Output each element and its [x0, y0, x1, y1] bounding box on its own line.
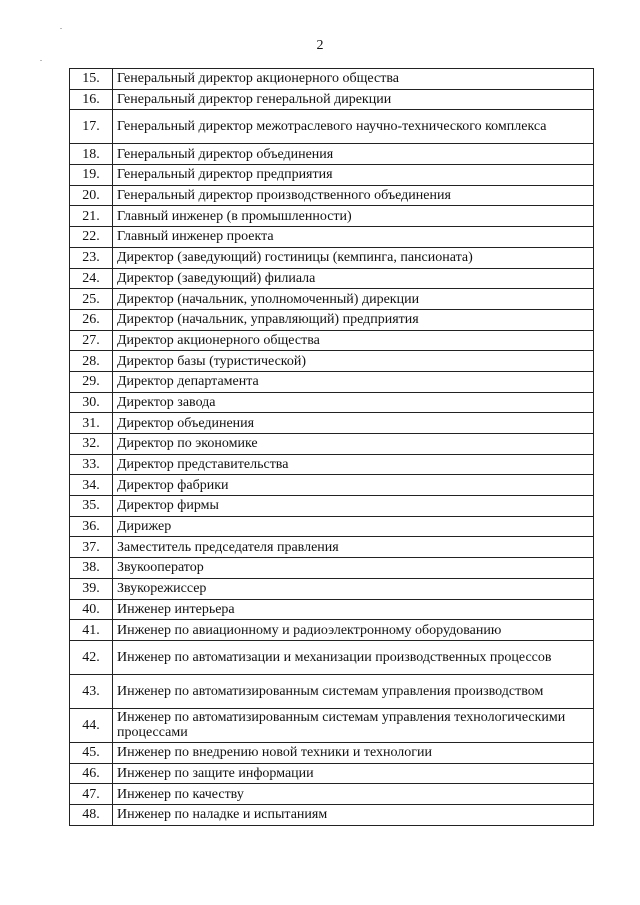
row-number: 46.: [70, 763, 113, 784]
position-title: Директор завода: [113, 392, 594, 413]
position-title: Директор (заведующий) гостиницы (кемпинга, пансионата): [113, 247, 594, 268]
table-row: [70, 330, 594, 351]
table-row: [70, 763, 594, 784]
row-number: 27.: [70, 330, 113, 351]
position-title: Директор (начальник, уполномоченный) дирекции: [113, 289, 594, 310]
table-row: [70, 640, 594, 674]
profession-table: [69, 68, 594, 826]
position-title: Директор (заведующий) филиала: [113, 268, 594, 289]
scan-mark: [60, 28, 62, 29]
position-title: Директор представительства: [113, 454, 594, 475]
position-title: Директор по экономике: [113, 434, 594, 455]
row-number: 47.: [70, 784, 113, 805]
table-row: [70, 674, 594, 708]
row-number: 37.: [70, 537, 113, 558]
row-number: 23.: [70, 247, 113, 268]
row-number: 18.: [70, 144, 113, 165]
row-number: 48.: [70, 804, 113, 825]
row-number: 33.: [70, 454, 113, 475]
row-number: 44.: [70, 708, 113, 742]
position-title: Директор объединения: [113, 413, 594, 434]
table-row: [70, 351, 594, 372]
table-row: [70, 578, 594, 599]
table-row: [70, 165, 594, 186]
table-row: [70, 516, 594, 537]
row-number: 21.: [70, 206, 113, 227]
row-number: 30.: [70, 392, 113, 413]
position-title: Генеральный директор межотраслевого научно-технического комплекса: [113, 110, 594, 144]
row-number: 39.: [70, 578, 113, 599]
position-title: Инженер интерьера: [113, 599, 594, 620]
row-number: 31.: [70, 413, 113, 434]
row-number: 45.: [70, 742, 113, 763]
row-number: 26.: [70, 309, 113, 330]
position-title: Генеральный директор производственного объединения: [113, 185, 594, 206]
table-row: [70, 804, 594, 825]
position-title: Инженер по качеству: [113, 784, 594, 805]
row-number: 28.: [70, 351, 113, 372]
position-title: Инженер по внедрению новой техники и технологии: [113, 742, 594, 763]
table-row: [70, 247, 594, 268]
table-row: [70, 144, 594, 165]
position-title: Директор фабрики: [113, 475, 594, 496]
table-row: [70, 784, 594, 805]
row-number: 35.: [70, 496, 113, 517]
position-title: Дирижер: [113, 516, 594, 537]
position-title: Инженер по автоматизированным системам управления технологическими процессами: [113, 708, 594, 742]
row-number: 43.: [70, 674, 113, 708]
table-row: [70, 89, 594, 110]
row-number: 36.: [70, 516, 113, 537]
row-number: 25.: [70, 289, 113, 310]
table-row: [70, 599, 594, 620]
position-title: Инженер по защите информации: [113, 763, 594, 784]
table-row: [70, 708, 594, 742]
table-row: [70, 496, 594, 517]
position-title: Генеральный директор генеральной дирекции: [113, 89, 594, 110]
position-title: Главный инженер проекта: [113, 227, 594, 248]
row-number: 34.: [70, 475, 113, 496]
table-row: [70, 185, 594, 206]
position-title: Инженер по авиационному и радиоэлектронному оборудованию: [113, 620, 594, 641]
row-number: 17.: [70, 110, 113, 144]
position-title: Директор акционерного общества: [113, 330, 594, 351]
table-row: [70, 69, 594, 90]
table-row: [70, 227, 594, 248]
table-row: [70, 620, 594, 641]
table-row: [70, 309, 594, 330]
position-title: Генеральный директор объединения: [113, 144, 594, 165]
position-title: Инженер по автоматизированным системам управления производством: [113, 674, 594, 708]
row-number: 19.: [70, 165, 113, 186]
page-number: 2: [316, 38, 324, 53]
position-title: Заместитель председателя правления: [113, 537, 594, 558]
row-number: 20.: [70, 185, 113, 206]
table-row: [70, 392, 594, 413]
position-title: Инженер по автоматизации и механизации производственных процессов: [113, 640, 594, 674]
row-number: 42.: [70, 640, 113, 674]
table-row: [70, 110, 594, 144]
table-row: [70, 413, 594, 434]
position-title: Главный инженер (в промышленности): [113, 206, 594, 227]
row-number: 15.: [70, 69, 113, 90]
position-title: Директор (начальник, управляющий) предприятия: [113, 309, 594, 330]
scan-mark: [40, 60, 42, 61]
row-number: 32.: [70, 434, 113, 455]
table-row: [70, 206, 594, 227]
table-row: [70, 454, 594, 475]
position-title: Генеральный директор акционерного общества: [113, 69, 594, 90]
row-number: 24.: [70, 268, 113, 289]
row-number: 40.: [70, 599, 113, 620]
position-title: Инженер по наладке и испытаниям: [113, 804, 594, 825]
table-row: [70, 475, 594, 496]
table-row: [70, 268, 594, 289]
position-title: Звукорежиссер: [113, 578, 594, 599]
position-title: Директор фирмы: [113, 496, 594, 517]
position-title: Звукооператор: [113, 558, 594, 579]
table-row: [70, 289, 594, 310]
table-row: [70, 537, 594, 558]
row-number: 41.: [70, 620, 113, 641]
row-number: 22.: [70, 227, 113, 248]
row-number: 16.: [70, 89, 113, 110]
table-row: [70, 434, 594, 455]
table-row: [70, 371, 594, 392]
row-number: 38.: [70, 558, 113, 579]
position-title: Директор базы (туристической): [113, 351, 594, 372]
table-row: [70, 742, 594, 763]
position-title: Генеральный директор предприятия: [113, 165, 594, 186]
table-row: [70, 558, 594, 579]
row-number: 29.: [70, 371, 113, 392]
position-title: Директор департамента: [113, 371, 594, 392]
